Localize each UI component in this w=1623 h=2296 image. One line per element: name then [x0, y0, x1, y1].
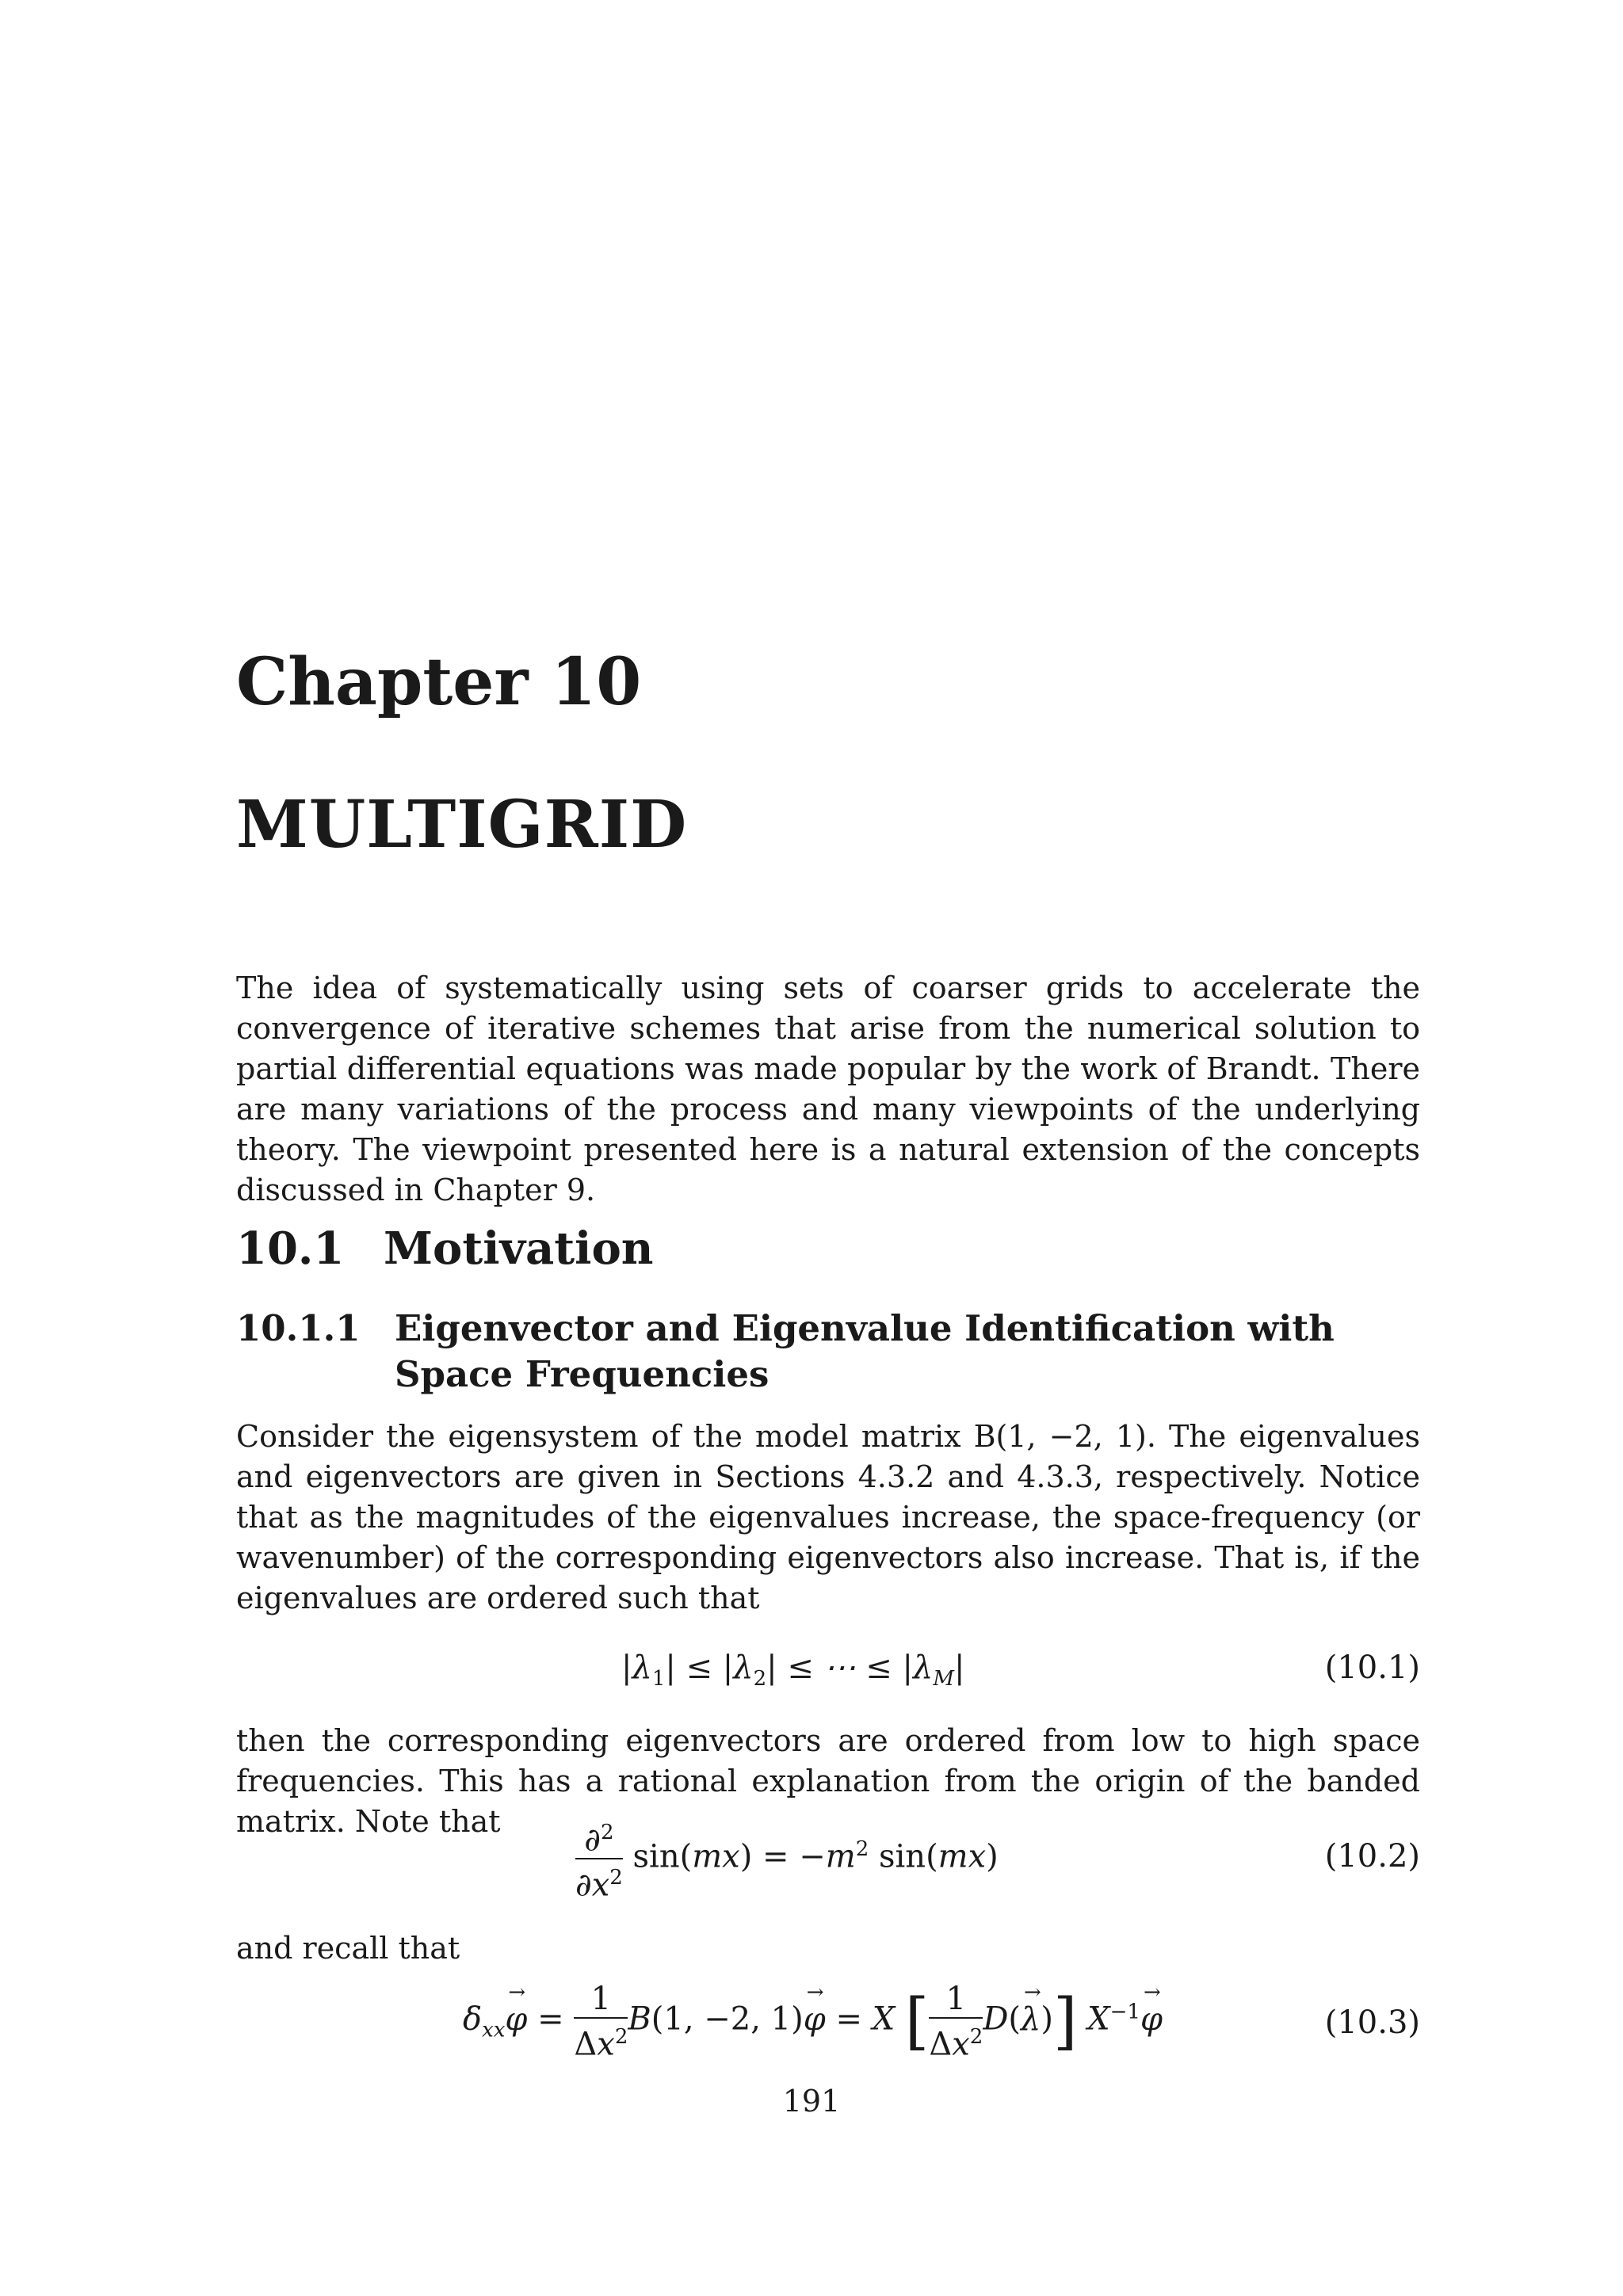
equation-10-1-number: (10.1) [1324, 1650, 1420, 1686]
subsection-number: 10.1.1 [236, 1307, 361, 1349]
section-number: 10.1 [236, 1222, 345, 1275]
paragraph-recall [236, 1928, 1420, 1969]
section-heading [236, 1222, 1420, 1275]
section-title: Motivation [384, 1222, 654, 1275]
paragraph-ordering-text: then the corresponding eigenvectors are ordered from low to high space frequencies. This has a rational explanation from the origin of the banded matrix. Note that [236, 1723, 1420, 1839]
paragraph-eigensystem [236, 1417, 1420, 1619]
equation-10-2 [236, 1814, 1420, 1904]
equation-10-1-body: $|\lambda_1| \le |\lambda_2|$ ≤ ⋯ ≤ $|\lambda_M|$ [621, 1650, 965, 1691]
equation-10-3-body: $\delta_{xx}\to \varphi$ = $\frac{1}{\Delta x^2}$ B(1, −2, 1)→ φ = X [ $\frac{1}{\Delta x^2}$ D(→ λ)] $X^{-1}\to \varphi$ [463, 1981, 1163, 2062]
intro-paragraph [236, 968, 1420, 1211]
equation-10-2-number: (10.2) [1324, 1838, 1420, 1875]
subsection-heading [236, 1307, 1420, 1405]
subsection-title: Eigenvector and Eigenvalue Identification with Space Frequencies [395, 1307, 1335, 1395]
intro-text: The idea of systematically using sets of coarser grids to accelerate the convergence of iterative schemes that arise from the numerical solution to partial differential equations was made popular by the work of Brandt. There are many variations of the process and many viewpoints of the underlying theory. The viewpoint presented here is a natural extension of the concepts discussed in Chapter 9. [236, 971, 1420, 1207]
equation-10-3-number: (10.3) [1324, 2004, 1420, 2041]
equation-10-2-body: $\frac{\partial^2}{\partial x^2}$ $\sin(mx) = -m^2$ sin(mx) [575, 1814, 999, 1904]
paragraph-eigensystem-text: Consider the eigensystem of the model matrix B(1, −2, 1). The eigenvalues and eigenvectors are given in Sections 4.3.2 and 4.3.3, respectively. Notice that as the magnitudes of the eigenvalues increase, the space-frequency (or wavenumber) of the corresponding eigenvectors also increase. That is, if the eigenvalues are ordered such that [236, 1419, 1420, 1615]
paragraph-recall-text: and recall that [236, 1931, 460, 1966]
equation-10-3 [236, 1981, 1420, 2068]
page-number: 191 [782, 2084, 841, 2119]
chapter-title: MULTIGRID [236, 787, 688, 863]
chapter-label: Chapter 10 [236, 644, 642, 720]
equation-10-1 [236, 1650, 1420, 1694]
